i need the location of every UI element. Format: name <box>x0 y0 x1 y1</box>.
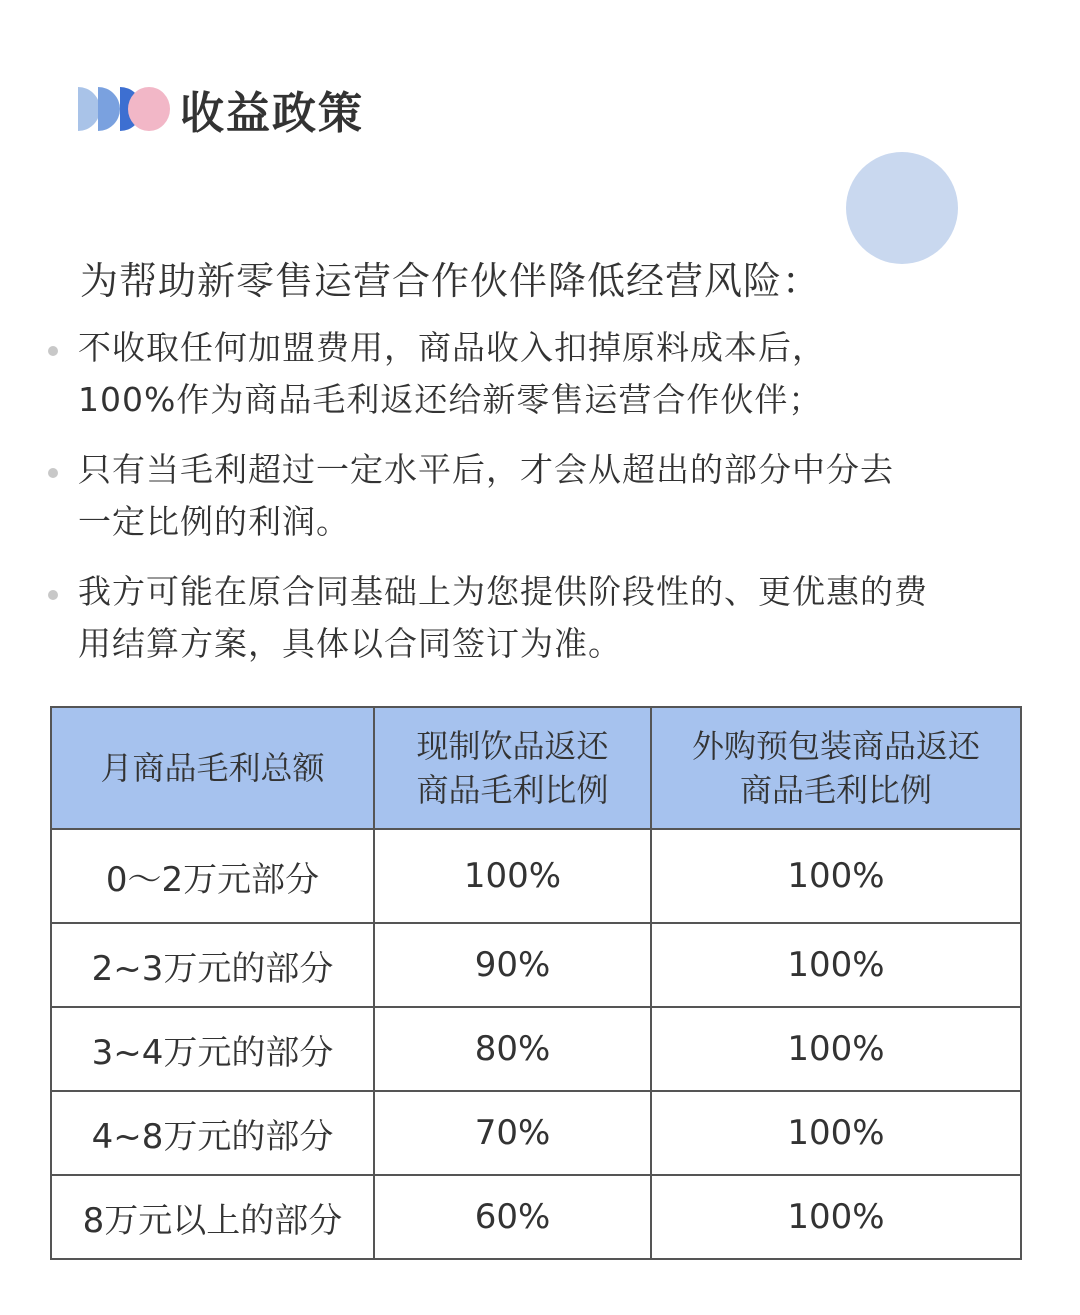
bullet-text <box>78 566 928 670</box>
table-row <box>51 1091 1021 1175</box>
bullet-text <box>78 444 894 548</box>
table-cell: 100% <box>651 1091 1021 1175</box>
section-title: 收益政策 <box>180 88 364 139</box>
table-header-row <box>51 707 1021 829</box>
decorative-circle <box>846 152 958 264</box>
table-cell: 2~3万元的部分 <box>51 923 374 1007</box>
header-line: 商品毛利比例 <box>416 771 609 809</box>
table-row <box>51 1007 1021 1091</box>
table-cell: 70% <box>374 1091 651 1175</box>
intro-text: 为帮助新零售运营合作伙伴降低经营风险： <box>80 259 822 303</box>
table-cell: 60% <box>374 1175 651 1259</box>
table-cell: 100% <box>651 1007 1021 1091</box>
bullet-line: 用结算方案，具体以合同签订为准。 <box>78 624 622 663</box>
bullet-line: 一定比例的利润。 <box>78 502 350 541</box>
column-header-monthly-profit <box>51 707 374 829</box>
header-line: 月商品毛利总额 <box>100 749 325 787</box>
bullet-line: 只有当毛利超过一定水平后，才会从超出的部分中分去 <box>78 450 894 489</box>
bullet-line: 不收取任何加盟费用，商品收入扣掉原料成本后， <box>78 328 826 367</box>
bullet-dot-icon <box>48 590 58 600</box>
bullet-line: 100%作为商品毛利返还给新零售运营合作伙伴； <box>78 380 823 419</box>
bullet-text <box>78 322 826 426</box>
column-header-fresh-drinks <box>374 707 651 829</box>
column-header-packaged-goods <box>651 707 1021 829</box>
bullet-list <box>48 322 1058 688</box>
bullet-dot-icon <box>48 346 58 356</box>
profit-return-table <box>50 706 1022 1260</box>
list-item <box>48 444 1058 548</box>
table-cell: 3~4万元的部分 <box>51 1007 374 1091</box>
bullet-dot-icon <box>48 468 58 478</box>
bullet-line: 我方可能在原合同基础上为您提供阶段性的、更优惠的费 <box>78 572 928 611</box>
table-cell: 100% <box>651 923 1021 1007</box>
table-cell: 90% <box>374 923 651 1007</box>
table-cell: 8万元以上的部分 <box>51 1175 374 1259</box>
list-item <box>48 322 1058 426</box>
table-cell: 0～2万元部分 <box>51 829 374 923</box>
table-cell: 80% <box>374 1007 651 1091</box>
table-row <box>51 829 1021 923</box>
logo-icon <box>78 83 170 135</box>
table-cell: 100% <box>651 1175 1021 1259</box>
section-header <box>78 78 364 140</box>
table-cell: 4~8万元的部分 <box>51 1091 374 1175</box>
header-line: 现制饮品返还 <box>416 727 609 765</box>
header-line: 商品毛利比例 <box>739 771 932 809</box>
table-row <box>51 923 1021 1007</box>
table-cell: 100% <box>651 829 1021 923</box>
list-item <box>48 566 1058 670</box>
header-line: 外购预包装商品返还 <box>691 727 980 765</box>
table-cell: 100% <box>374 829 651 923</box>
table-row <box>51 1175 1021 1259</box>
